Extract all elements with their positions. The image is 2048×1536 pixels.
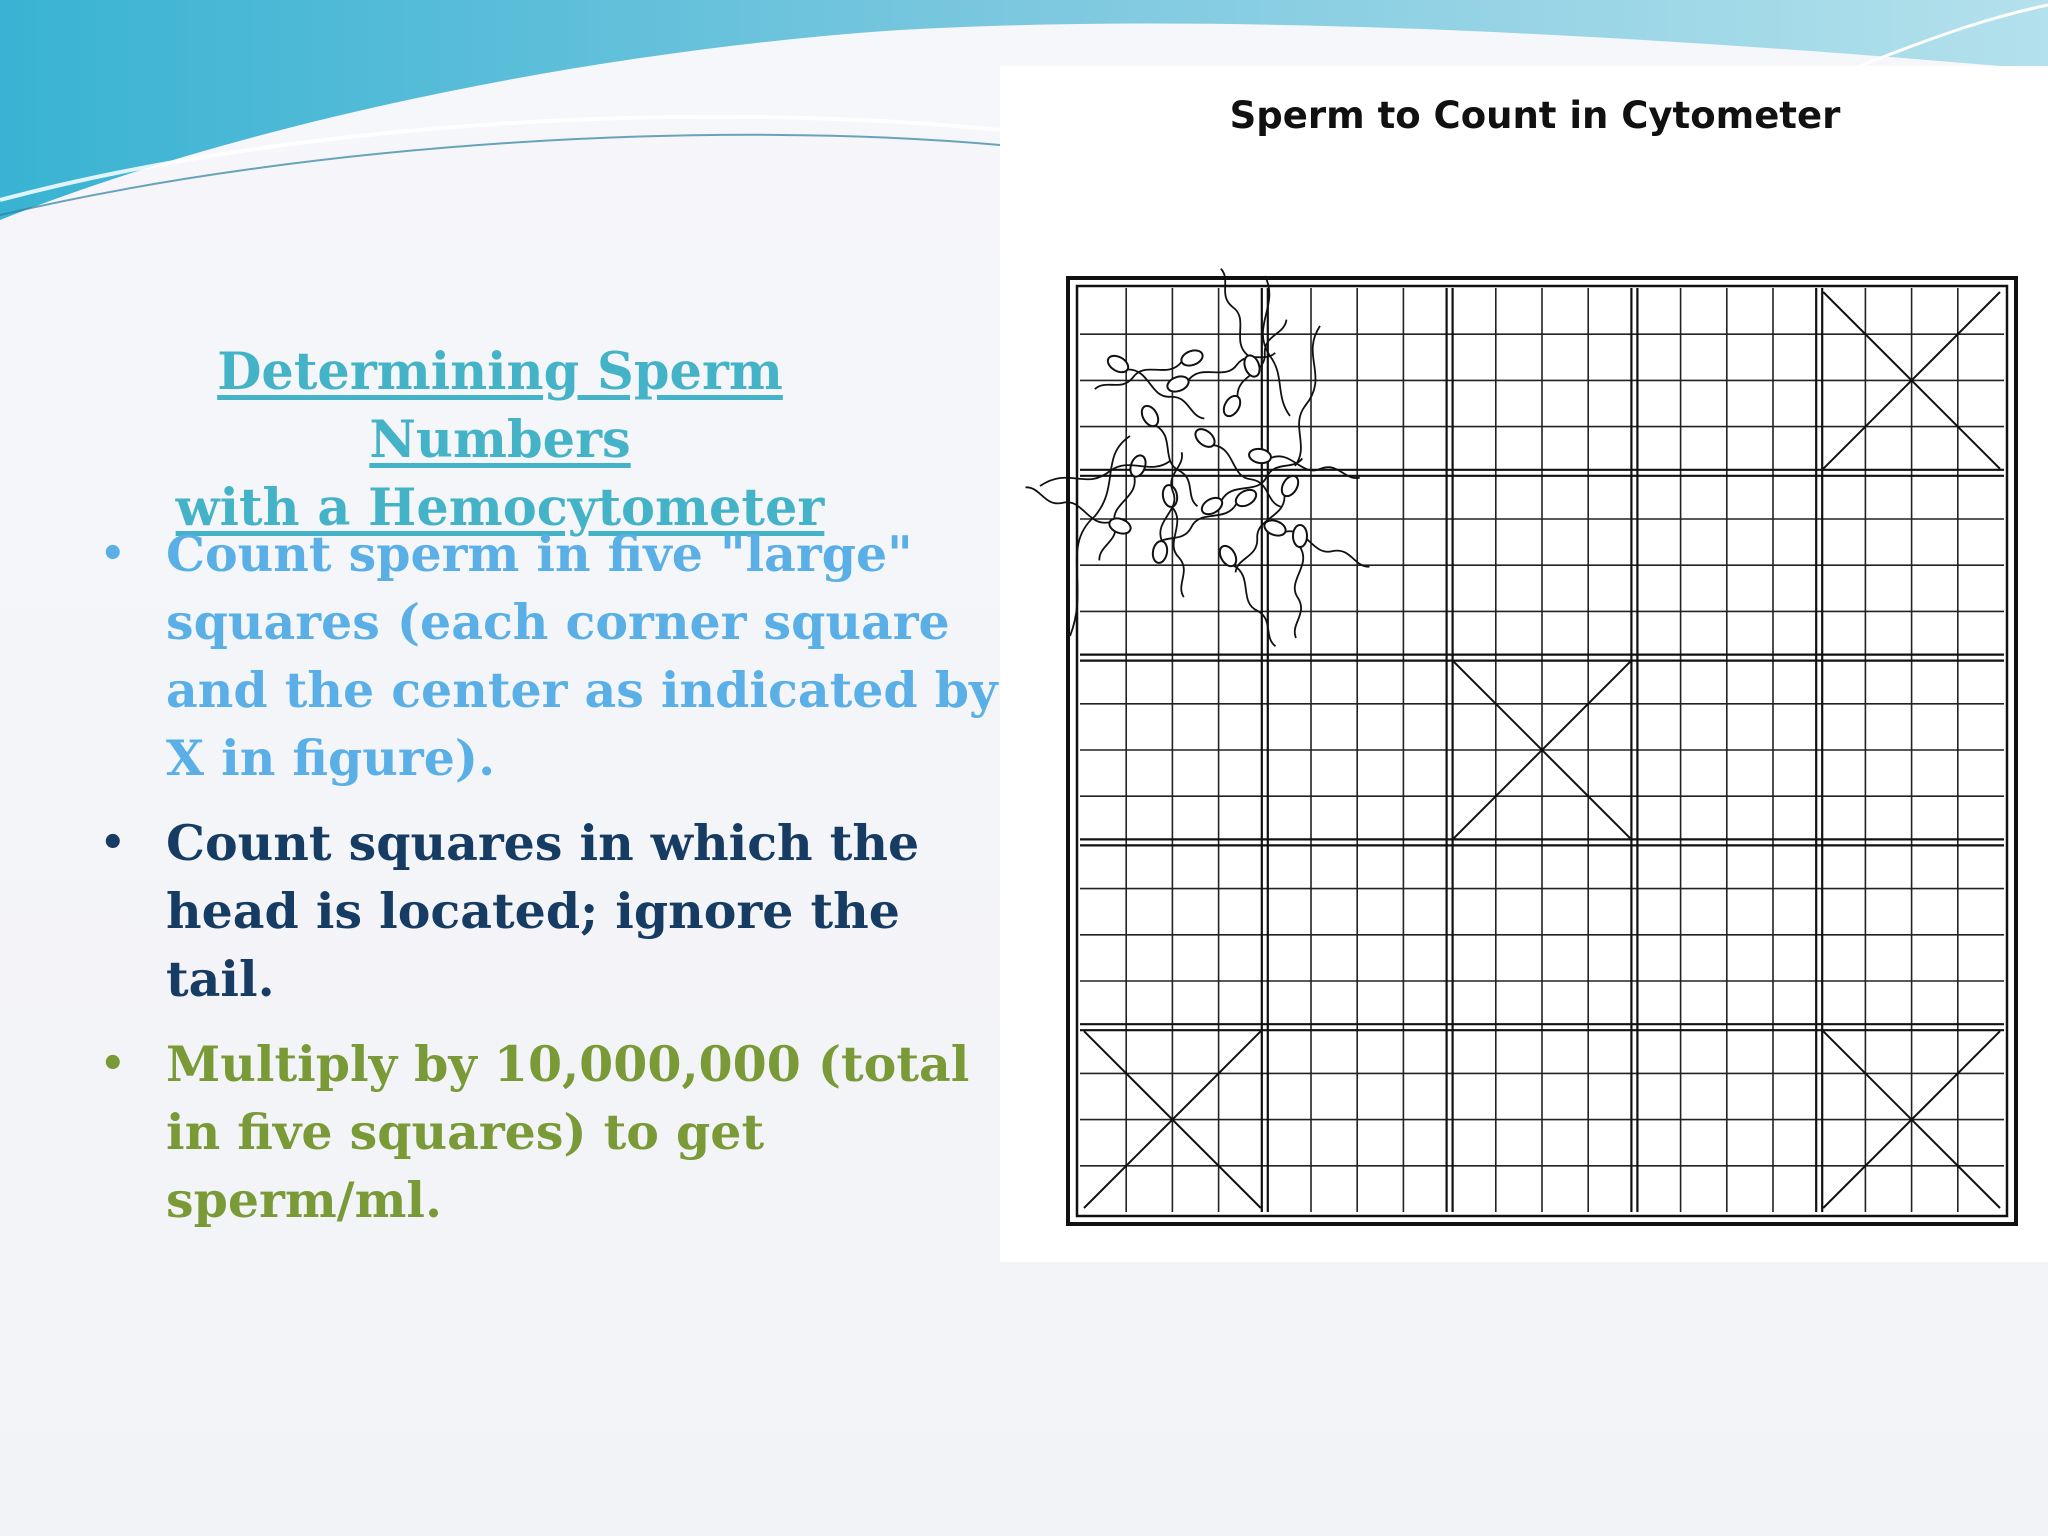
sperm-cell (1293, 525, 1307, 638)
sperm-head (1105, 352, 1131, 375)
sperm-head (1179, 348, 1204, 369)
slide-title (80, 338, 920, 542)
sperm-cell (1094, 348, 1205, 400)
bullet-text: Multiply by 10,000,000 (total in five squares) to get sperm/ml. (166, 1035, 970, 1229)
bullet-text: Count squares in which the head is located; ignore the tail. (166, 814, 920, 1008)
bullet-item-count-heads (100, 809, 1020, 1013)
sperm-head (1161, 484, 1179, 508)
bullet-marker: • (100, 820, 126, 866)
sperm-head (1293, 525, 1307, 547)
sperm-tail (1295, 326, 1320, 466)
sperm-tail (1167, 506, 1191, 597)
hemocytometer-grid-image (1000, 66, 2048, 1262)
bullet-item-multiply (100, 1030, 1020, 1234)
figure-title: Sperm to Count in Cytometer (1229, 94, 1841, 137)
slide-title-line-2: with a Hemocytometer (175, 478, 825, 538)
sperm-head (1165, 374, 1190, 395)
sperm-cell (1161, 484, 1194, 598)
bullet-text: Count sperm in five "large" squares (each corner square and the center as indicated by X in figure). (166, 525, 998, 787)
sperm-tail (1040, 461, 1170, 486)
sperm-tail (1229, 564, 1282, 647)
sperm-head (1138, 403, 1161, 429)
sperm-cell (1216, 543, 1285, 648)
bullet-item-count-five-squares (100, 520, 1020, 792)
slide-title-line-1: Determining Sperm Numbers (217, 342, 783, 470)
sperm-tail (1295, 547, 1304, 638)
bullet-list (100, 520, 1020, 1234)
hemocytometer-figure (1000, 66, 2048, 1262)
sperm-tail (1214, 268, 1253, 356)
bullet-marker: • (100, 531, 126, 577)
sperm-head (1220, 393, 1243, 419)
sperm-tail (1155, 499, 1238, 552)
bullet-marker: • (100, 1041, 126, 1087)
sperm-head (1192, 426, 1218, 451)
sperm-head (1151, 540, 1169, 564)
